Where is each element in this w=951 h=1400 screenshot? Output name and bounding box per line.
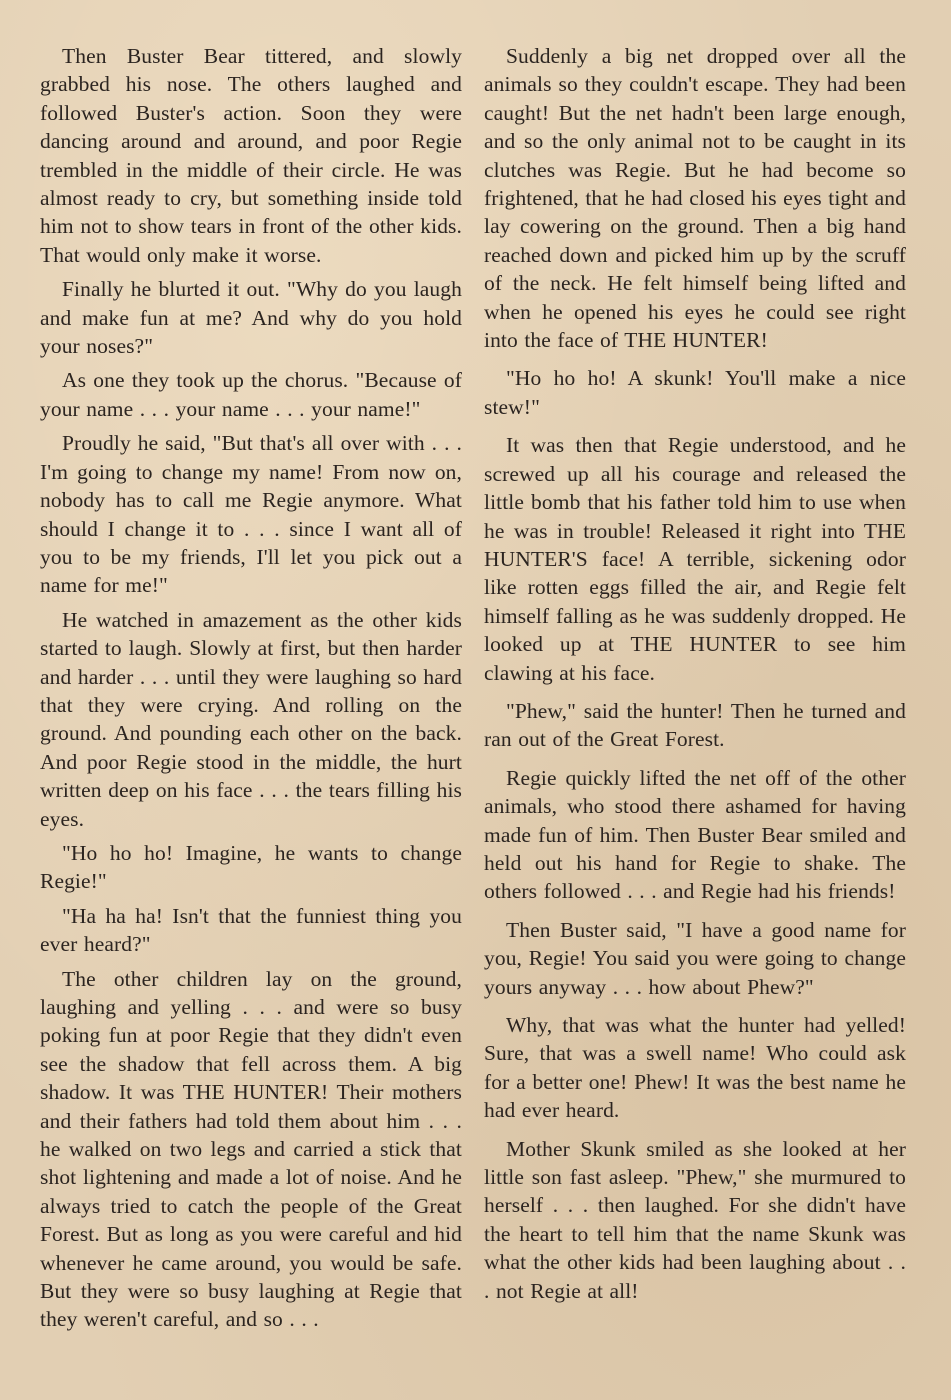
paragraph: Mother Skunk smiled as she looked at her little son fast asleep. "Phew," she murmured to herself . . . then laughed. For she didn't have the heart to tell him that the name Skunk was what the other kids had been laughing about . . . not Regie at all! <box>484 1136 906 1303</box>
paragraph: Then Buster said, "I have a good name for you, Regie! You said you were going to change yours anyway . . . how about Phew?" <box>484 917 906 999</box>
paragraph: Regie quickly lifted the net off of the other animals, who stood there ashamed for having made fun of him. Then Buster Bear smiled and held out his hand for Regie to shake. The others followed . . . and Regie had his friends! <box>484 765 906 904</box>
paragraph: Proudly he said, "But that's all over with . . . I'm going to change my name! From now on, nobody has to call me Regie anymore. What should I change it to . . . since I want all of you to be my friends, I'll let you pick out a name for me!" <box>40 431 462 598</box>
paragraph: Then Buster Bear tittered, and slowly grabbed his nose. The others laughed and followed Buster's action. Soon they were dancing around and around, and poor Regie trembled in the middle of their circle. He was almost ready to cry, but something inside told him not to show tears in front of the other kids. That would only make it worse. <box>40 44 462 267</box>
paragraph: It was then that Regie understood, and he screwed up all his courage and released the little bomb that his father told him to use when he was in trouble! Released it right into THE HUNTER'S face! A terrible, sickening odor like rotten eggs filled the air, and Regie felt himself falling as he was suddenly dropped. He looked up at THE HUNTER to see him clawing at his face. <box>484 433 906 685</box>
paragraph: "Ho ho ho! Imagine, he wants to change Regie!" <box>40 840 462 894</box>
paragraph: He watched in amazement as the other kids started to laugh. Slowly at first, but then harder and harder . . . until they were laughing so hard that they were crying. And rolling on the ground. And pounding each other on the back. And poor Regie stood in the middle, the hurt written deep on his face . . . the tears filling his eyes. <box>40 607 462 831</box>
paragraph: Suddenly a big net dropped over all the animals so they couldn't escape. They had been caught! But the net hadn't been large enough, and so the only animal not to be caught in its clutches was Regie. But he had become so frightened, that he had closed his eyes tight and lay cowering on the ground. Then a big hand reached down and picked him up by the scruff of the neck. He felt himself being lifted and when he opened his eyes he could see right into the face of THE HUNTER! <box>484 44 906 353</box>
paragraph: Why, that was what the hunter had yelled! Sure, that was a swell name! Who could ask for a better one! Phew! It was the best name he had ever heard. <box>484 1013 906 1123</box>
right-column <box>484 42 906 1315</box>
paragraph: "Phew," said the hunter! Then he turned and ran out of the Great Forest. <box>484 698 906 752</box>
paragraph: As one they took up the chorus. "Because of your name . . . your name . . . your name!" <box>40 368 462 421</box>
paragraph: "Ha ha ha! Isn't that the funniest thing you ever heard?" <box>40 903 462 957</box>
paragraph: Finally he blurted it out. "Why do you laugh and make fun at me? And why do you hold your noses?" <box>40 277 462 359</box>
left-column <box>40 42 462 1340</box>
paragraph: "Ho ho ho! A skunk! You'll make a nice stew!" <box>484 366 906 419</box>
paragraph: The other children lay on the ground, laughing and yelling . . . and were so busy poking fun at poor Regie that they didn't even see the shadow that fell across them. A big shadow. It was THE HUNTER! Their mothers and their fathers had told them about him . . . he walked on two legs and carried a stick that shot lightening and made a lot of noise. And he always tried to catch the people of the Great Forest. But as long as you were careful and hid whenever he came around, you would be safe. But they were so busy laughing at Regie that they weren't careful, and so . . . <box>40 966 462 1332</box>
